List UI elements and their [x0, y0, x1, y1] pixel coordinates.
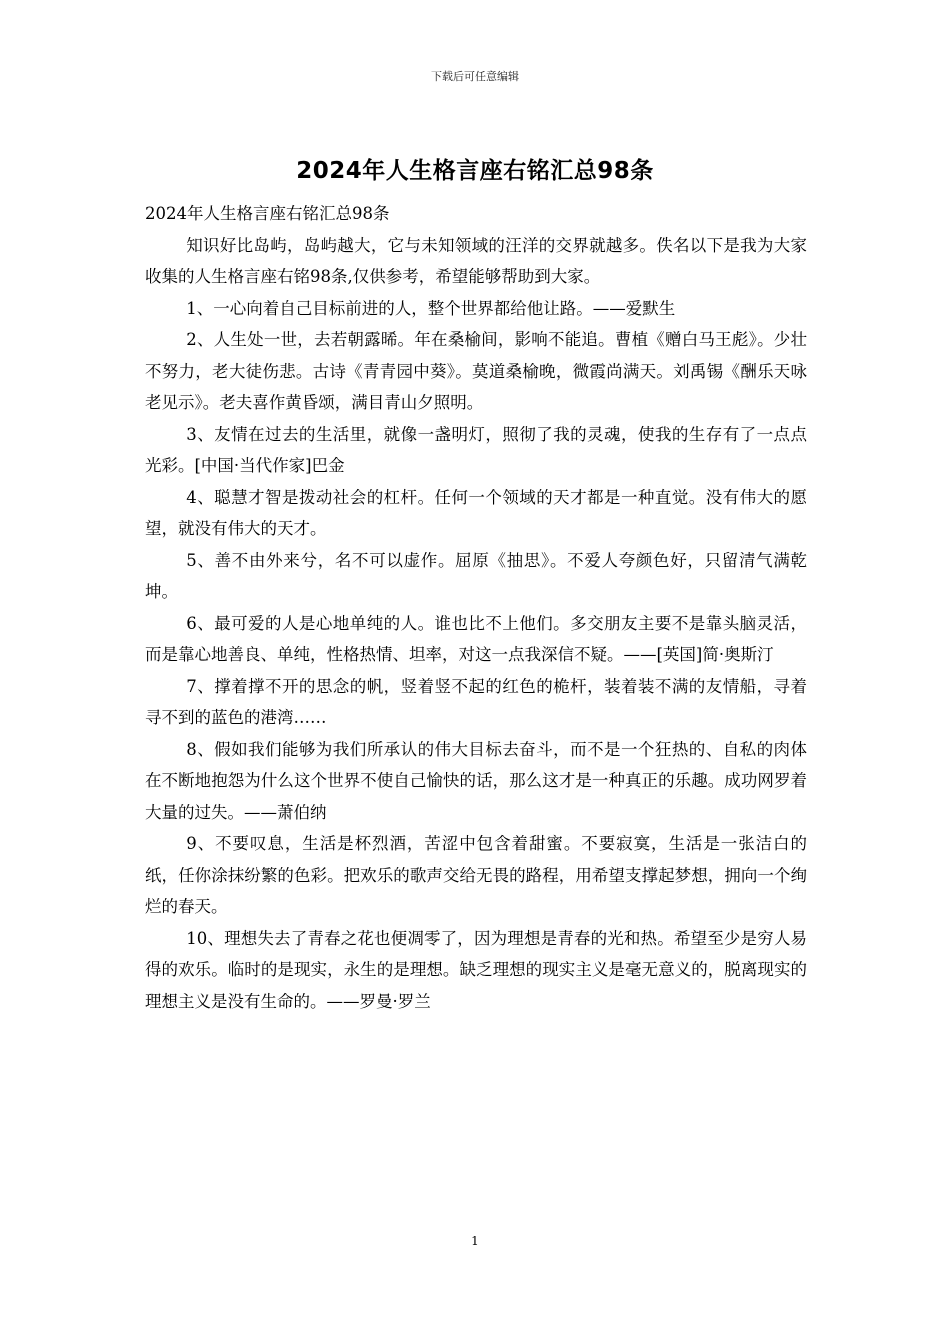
intro-paragraph: 知识好比岛屿，岛屿越大，它与未知领域的汪洋的交界就越多。佚名以下是我为大家收集的人生格言座右铭98条,仅供参考，希望能够帮助到大家。 — [145, 235, 807, 286]
quote-item-3: 3、友情在过去的生活里，就像一盏明灯，照彻了我的灵魂，使我的生存有了一点点光彩。[中国·当代作家]巴金 — [145, 424, 807, 475]
document-title: 2024年人生格言座右铭汇总98条 — [296, 158, 654, 184]
page-number: 1 — [471, 1234, 479, 1248]
quote-item-1: 1、一心向着自己目标前进的人，整个世界都给他让路。——爱默生 — [186, 298, 676, 318]
quote-item-5: 5、善不由外来兮，名不可以虚作。屈原《抽思》。不爱人夸颜色好，只留清气满乾坤。 — [145, 550, 807, 601]
quote-item-9: 9、不要叹息，生活是杯烈酒，苦涩中包含着甜蜜。不要寂寞，生活是一张洁白的纸，任你涂抹纷繁的色彩。把欢乐的歌声交给无畏的路程，用希望支撑起梦想，拥向一个绚烂的春天。 — [145, 834, 807, 916]
quote-item-4: 4、聪慧才智是拨动社会的杠杆。任何一个领域的天才都是一种直觉。没有伟大的愿望，就没有伟大的天才。 — [145, 487, 807, 538]
document-body — [145, 198, 807, 1017]
document-subtitle: 2024年人生格言座右铭汇总98条 — [145, 204, 390, 223]
quote-item-7: 7、撑着撑不开的思念的帆，竖着竖不起的红色的桅杆，装着装不满的友情船，寻着寻不到的蓝色的港湾…… — [145, 676, 807, 727]
quote-item-6: 6、最可爱的人是心地单纯的人。谁也比不上他们。多交朋友主要不是靠头脑灵活，而是靠心地善良、单纯，性格热情、坦率，对这一点我深信不疑。——[英国]简·奥斯汀 — [145, 613, 807, 664]
quote-item-8: 8、假如我们能够为我们所承认的伟大目标去奋斗，而不是一个狂热的、自私的肉体在不断地抱怨为什么这个世界不使自己愉快的话，那么这才是一种真正的乐趣。成功网罗着大量的过失。——萧伯纳 — [145, 739, 807, 822]
page-header-note: 下载后可任意编辑 — [431, 70, 519, 83]
quote-item-10: 10、理想失去了青春之花也便凋零了，因为理想是青春的光和热。希望至少是穷人易得的欢乐。临时的是现实，永生的是理想。缺乏理想的现实主义是毫无意义的，脱离现实的理想主义是没有生命的。——罗曼·罗兰 — [145, 928, 807, 1011]
quote-item-2: 2、人生处一世，去若朝露晞。年在桑榆间，影响不能追。曹植《赠白马王彪》。少壮不努力，老大徒伤悲。古诗《青青园中葵》。莫道桑榆晚，微霞尚满天。刘禹锡《酬乐天咏老见示》。老夫喜作黄昏颂，满目青山夕照明。 — [145, 330, 807, 412]
